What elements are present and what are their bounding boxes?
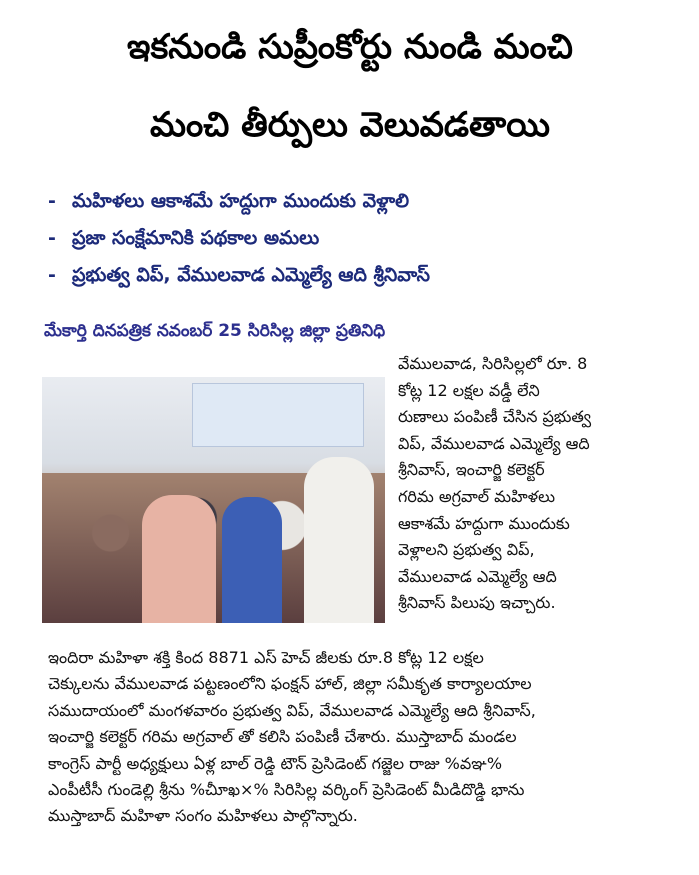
headline-line-2: మంచి తీర్పులు వెలువడతాయి	[150, 105, 550, 145]
bullet-text: ప్రజా సంక్షేమానికి పథకాల అమలు	[72, 227, 320, 249]
photo-person	[142, 495, 216, 623]
article-line: గరిమ అగ్రవాల్ మహిళలు	[398, 486, 555, 506]
dateline: మేకార్తి దినపత్రిక నవంబర్ 25 సిరిసిల్ల జిల్లా ప్రతినిధి	[44, 321, 386, 341]
bullet-dash: -	[48, 264, 56, 286]
bullet-item	[48, 183, 668, 220]
article-line: కాంగ్రెస్ పార్టీ అధ్యక్షులు ఏళ్ల బాల్ రెడ్డి టౌన్ ప్రెసిడెంట్ గజ్జెల రాజు %వఞ%	[48, 753, 503, 773]
article-line: విప్, వేములవాడ ఎమ్మెల్యే ఆది	[398, 433, 590, 453]
article-line: రుణాలు పంపిణీ చేసిన ప్రభుత్వ	[398, 407, 592, 427]
news-photo	[42, 377, 385, 623]
bullet-dash: -	[48, 190, 56, 212]
article-column-right	[398, 351, 628, 617]
article-line: వెళ్లాలని ప్రభుత్వ విప్,	[398, 540, 535, 560]
headline-line-1: ఇకనుండి సుప్రీంకోర్టు నుండి మంచి	[127, 27, 573, 67]
article-body	[48, 645, 638, 830]
article-line: ఇంచార్జి కలెక్టర్ గరిమ అగ్రవాల్ తో కలిసి పంపిణీ చేశారు. ముస్తాబాద్ మండల	[48, 727, 517, 747]
bullet-text: మహిళలు ఆకాశమే హద్దుగా ముందుకు వెళ్లాలి	[72, 190, 409, 212]
subheading-bullets	[48, 183, 668, 294]
article-line: కోట్ల 12 లక్షల వడ్డీ లేని	[398, 380, 540, 400]
article-line: ఇందిరా మహిళా శక్తి కింద 8871 ఎస్ హెచ్ జీలకు రూ.8 కోట్ల 12 లక్షల	[48, 648, 484, 667]
article-line: వేములవాడ ఎమ్మెల్యే ఆది	[398, 566, 557, 586]
article-line: వేములవాడ, సిరిసిల్లలో రూ. 8	[398, 354, 588, 373]
photo-backdrop-banner	[192, 383, 364, 447]
bullet-item	[48, 257, 668, 294]
article-line: చెక్కులను వేములవాడ పట్టణంలోని ఫంక్షన్ హాల్, జిల్లా సమీకృత కార్యాలయాల	[48, 674, 532, 694]
article-line: శ్రీనివాస్, ఇంచార్జి కలెక్టర్	[398, 460, 545, 480]
article-line: ఆకాశమే హద్దుగా ముందుకు	[398, 513, 570, 533]
photo-person	[304, 457, 374, 623]
article-line: సముదాయంలో మంగళవారం ప్రభుత్వ విప్, వేములవాడ ఎమ్మెల్యే ఆది శ్రీనివాస్,	[48, 700, 536, 720]
bullet-dash: -	[48, 227, 56, 249]
bullet-text: ప్రభుత్వ విప్, వేములవాడ ఎమ్మెల్యే ఆది శ్రీనివాస్	[72, 264, 430, 286]
photo-person	[222, 497, 282, 623]
article-line: ముస్తాబాద్ మహిళా సంగం మహిళలు పాల్గొన్నారు.	[48, 806, 358, 826]
article-line: శ్రీనివాస్ పిలుపు ఇచ్చారు.	[398, 593, 556, 613]
bullet-item	[48, 220, 668, 257]
article-line: ఎంపీటీసీ గుండెల్లి శ్రీను %చీూఖ×% సిరిసిల్ల వర్కింగ్ ప్రెసిడెంట్ మీడిదొడ్డి భాను	[48, 779, 525, 799]
